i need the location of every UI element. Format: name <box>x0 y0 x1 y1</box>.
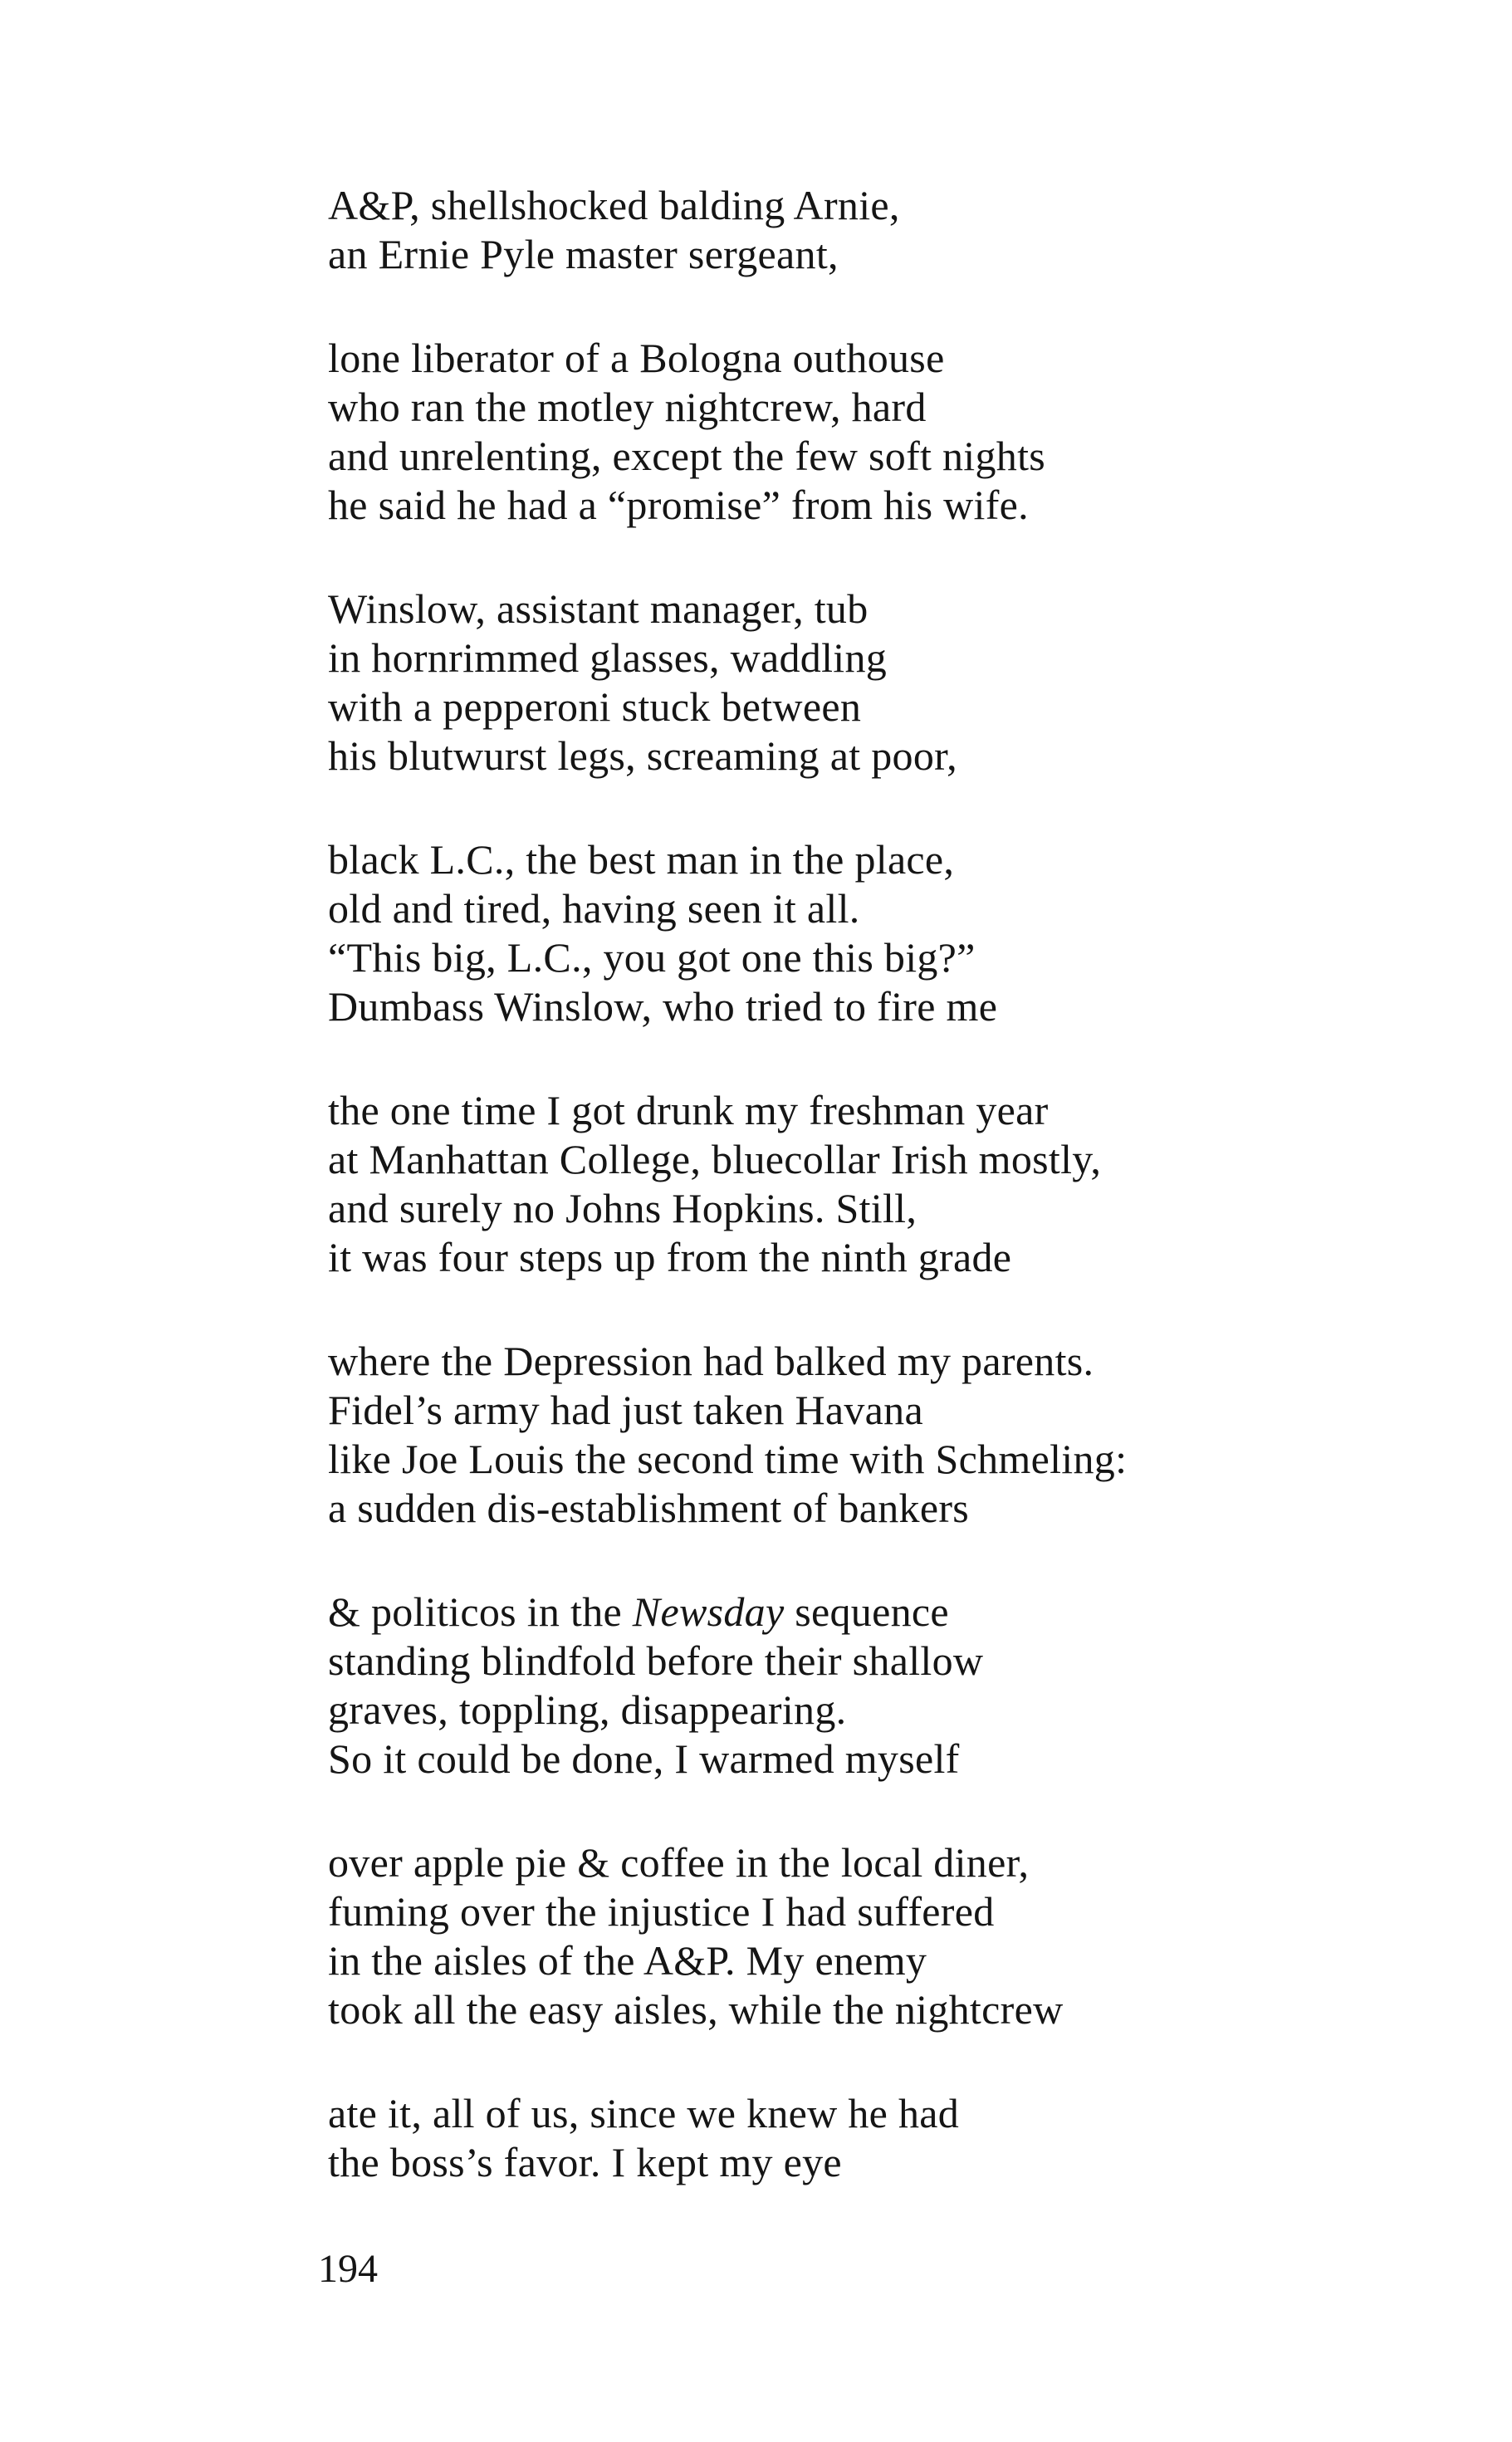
poem-line: Fidel’s army had just taken Havana <box>328 1387 923 1433</box>
poem-line: fuming over the injustice I had suffered <box>328 1888 995 1935</box>
poem-line: black L.C., the best man in the place, <box>328 836 955 883</box>
poem-line: over apple pie & coffee in the local diner, <box>328 1839 1030 1886</box>
page-number: 194 <box>318 2247 378 2291</box>
poem-line: the one time I got drunk my freshman year <box>328 1087 1049 1133</box>
poem-line: at Manhattan College, bluecollar Irish mostly, <box>328 1136 1102 1182</box>
stanza <box>328 334 1407 530</box>
line-segment: sequence <box>784 1588 949 1635</box>
poem-line: it was four steps up from the ninth grade <box>328 1234 1012 1280</box>
poem-line: standing blindfold before their shallow <box>328 1637 984 1684</box>
line-segment: & politicos in the <box>328 1588 633 1635</box>
stanza <box>328 181 1407 279</box>
stanza <box>328 2089 1407 2187</box>
poem-line: graves, toppling, disappearing. <box>328 1686 847 1733</box>
poem-line: Dumbass Winslow, who tried to fire me <box>328 983 998 1030</box>
poem-line: like Joe Louis the second time with Schmeling: <box>328 1436 1128 1482</box>
poem-line: took all the easy aisles, while the nightcrew <box>328 1986 1064 2033</box>
poem-line <box>328 1588 1407 1637</box>
stanza <box>328 585 1407 781</box>
stanza <box>328 1086 1407 1282</box>
poem-line: an Ernie Pyle master sergeant, <box>328 231 839 277</box>
poem-line: Winslow, assistant manager, tub <box>328 585 869 632</box>
poem-line: in hornrimmed glasses, waddling <box>328 634 888 681</box>
stanza <box>328 1838 1407 2034</box>
poem-line: and surely no Johns Hopkins. Still, <box>328 1185 917 1231</box>
stanza <box>328 1337 1407 1533</box>
poem-line: lone liberator of a Bologna outhouse <box>328 335 945 381</box>
poem-line: So it could be done, I warmed myself <box>328 1735 960 1782</box>
poem-line: and unrelenting, except the few soft nights <box>328 433 1046 479</box>
poem-line: ate it, all of us, since we knew he had <box>328 2090 960 2136</box>
poem-line: who ran the motley nightcrew, hard <box>328 384 927 430</box>
italic-title: Newsday <box>632 1588 785 1635</box>
poem-line: old and tired, having seen it all. <box>328 885 860 932</box>
stanza <box>328 835 1407 1031</box>
poem-line: the boss’s favor. I kept my eye <box>328 2139 842 2185</box>
poem-line: A&P, shellshocked balding Arnie, <box>328 182 900 228</box>
poem-line: with a pepperoni stuck between <box>328 683 862 730</box>
poem-line: he said he had a “promise” from his wife. <box>328 482 1029 528</box>
poem-text <box>328 181 1407 2242</box>
poem-line: a sudden dis-establishment of bankers <box>328 1485 970 1531</box>
poem-line: where the Depression had balked my parents. <box>328 1338 1094 1384</box>
poem-line: in the aisles of the A&P. My enemy <box>328 1937 927 1984</box>
poem-line: “This big, L.C., you got one this big?” <box>328 934 976 981</box>
stanza <box>328 1588 1407 1784</box>
poem-line: his blutwurst legs, screaming at poor, <box>328 732 957 779</box>
